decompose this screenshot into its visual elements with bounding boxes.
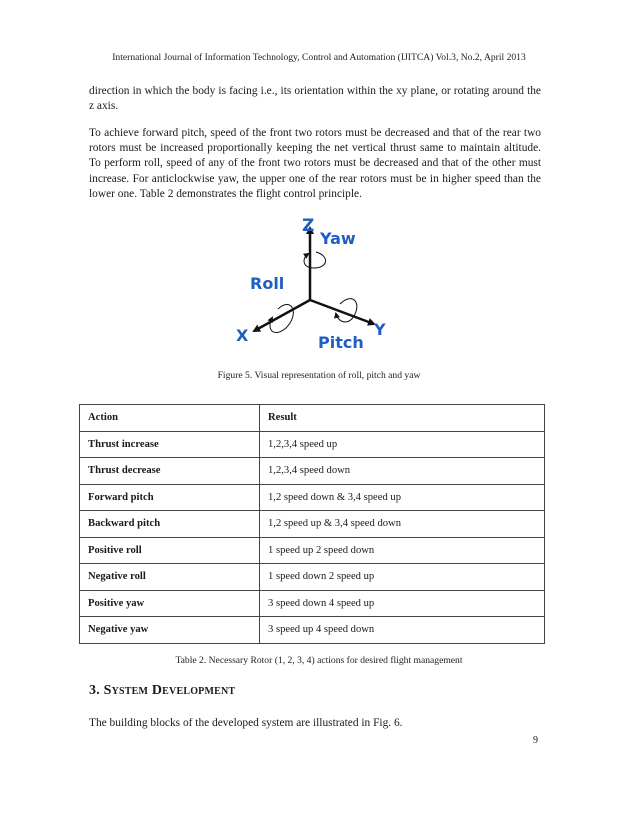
table-row <box>80 590 545 617</box>
yaw-rotation-arrow <box>304 252 325 268</box>
result-cell: 3 speed down 4 speed up <box>260 590 545 617</box>
figure-5-diagram <box>232 214 402 360</box>
table-row <box>80 431 545 458</box>
table-2-caption: Table 2. Necessary Rotor (1, 2, 3, 4) actions for desired flight management <box>175 655 463 666</box>
table-row <box>80 564 545 591</box>
table-2 <box>79 404 545 644</box>
action-cell: Positive roll <box>80 537 260 564</box>
action-cell: Backward pitch <box>80 511 260 538</box>
table-row <box>80 484 545 511</box>
y-label: Y <box>374 320 386 339</box>
table-row <box>80 511 545 538</box>
paragraph-3: The building blocks of the developed system are illustrated in Fig. 6. <box>89 717 403 729</box>
result-cell: 3 speed up 4 speed down <box>260 617 545 644</box>
page-number: 9 <box>533 735 538 746</box>
action-cell: Negative yaw <box>80 617 260 644</box>
action-cell: Positive yaw <box>80 590 260 617</box>
action-cell: Thrust increase <box>80 431 260 458</box>
table-row <box>80 537 545 564</box>
action-cell: Negative roll <box>80 564 260 591</box>
result-cell: 1 speed up 2 speed down <box>260 537 545 564</box>
yaw-label: Yaw <box>320 229 356 248</box>
action-cell: Thrust decrease <box>80 458 260 485</box>
result-cell: 1 speed down 2 speed up <box>260 564 545 591</box>
table-row <box>80 617 545 644</box>
paragraph-1: direction in which the body is facing i.e., its orientation within the xy plane, or rotating around the z axis. <box>89 85 541 113</box>
header-result: Result <box>260 405 545 432</box>
figure-5-caption: Figure 5. Visual representation of roll, pitch and yaw <box>217 370 421 381</box>
x-label: X <box>236 326 249 345</box>
roll-rotation-arrow <box>270 305 293 333</box>
pitch-label: Pitch <box>318 333 364 352</box>
roll-label: Roll <box>250 274 285 293</box>
result-cell: 1,2 speed up & 3,4 speed down <box>260 511 545 538</box>
axes-svg <box>232 214 402 360</box>
table-header-row <box>80 405 545 432</box>
header-action: Action <box>80 405 260 432</box>
z-label: Z <box>302 216 315 236</box>
section-heading: 3. System Development <box>89 683 236 698</box>
paragraph-2: To achieve forward pitch, speed of the front two rotors must be decreased and that of the rear two rotors must be increased proportionally keeping the net vertical thrust same to maintain altitude. To perform roll, speed of any of the front two rotors must be decreased and that of the other must increase. For anticlockwise yaw, the upper one of the rear rotors must be in higher speed than the lower one. Table 2 demonstrates the flight control principle. <box>89 127 541 200</box>
running-header: International Journal of Information Technology, Control and Automation (IJITCA) Vol.3, No.2, April 2013 <box>112 52 526 63</box>
result-cell: 1,2,3,4 speed up <box>260 431 545 458</box>
table-row <box>80 458 545 485</box>
result-cell: 1,2,3,4 speed down <box>260 458 545 485</box>
y-axis <box>310 300 374 324</box>
action-cell: Forward pitch <box>80 484 260 511</box>
x-axis <box>254 300 310 331</box>
result-cell: 1,2 speed down & 3,4 speed up <box>260 484 545 511</box>
